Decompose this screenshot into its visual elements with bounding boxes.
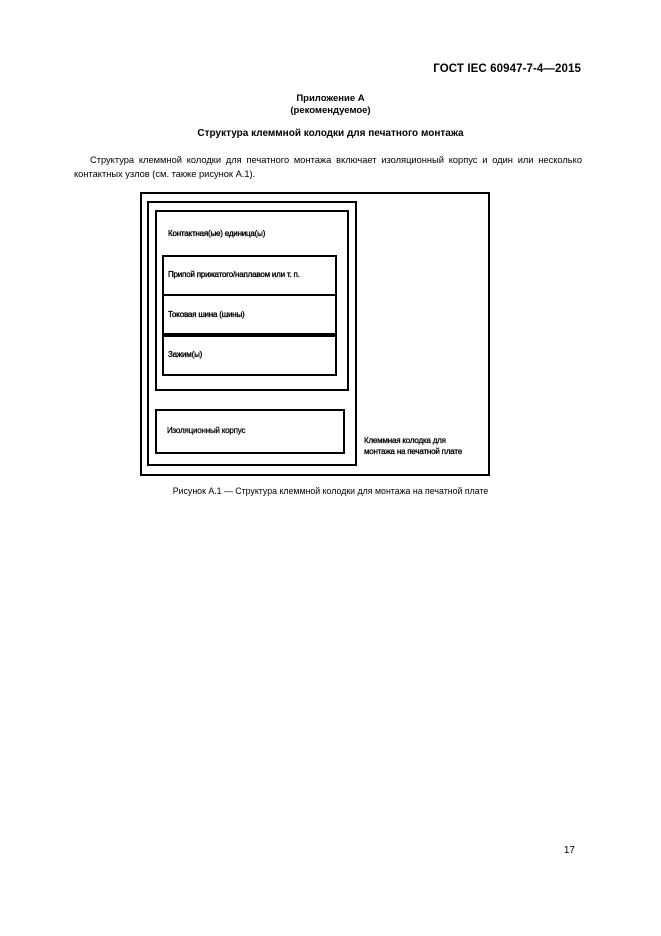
busbar-label: Токовая шина (шины) xyxy=(168,310,245,319)
terminal-block-label-line1: Клеммная колодка для xyxy=(364,436,446,445)
annex-heading xyxy=(0,93,661,117)
housing-label: Изоляционный корпус xyxy=(167,426,246,435)
figure-caption: Рисунок А.1 — Структура клеммной колодки для монтажа на печатной плате xyxy=(172,486,489,496)
annex-status: (рекомендуемое) xyxy=(290,105,371,116)
section-title: Структура клеммной колодки для печатного монтажа xyxy=(197,128,464,139)
solder-pin-label: Припой прижатого/наплавом или т. п. xyxy=(168,270,300,279)
terminal-block-label-line2: монтажа на печатной плате xyxy=(364,446,462,456)
contact-units-label: Контактная(ые) единица(ы) xyxy=(168,229,266,238)
terminal-block-label xyxy=(364,436,462,457)
clamp-label: Зажим(ы) xyxy=(168,350,203,359)
body-paragraph: Структура клеммной колодки для печатного монтажа включает изоляционный корпус и один или несколько контактных узлов (см. также рисунок А.1). xyxy=(74,155,582,179)
page-number: 17 xyxy=(563,845,575,856)
annex-title: Приложение А xyxy=(296,93,365,104)
document-number: ГОСТ IEC 60947-7-4—2015 xyxy=(433,63,581,75)
